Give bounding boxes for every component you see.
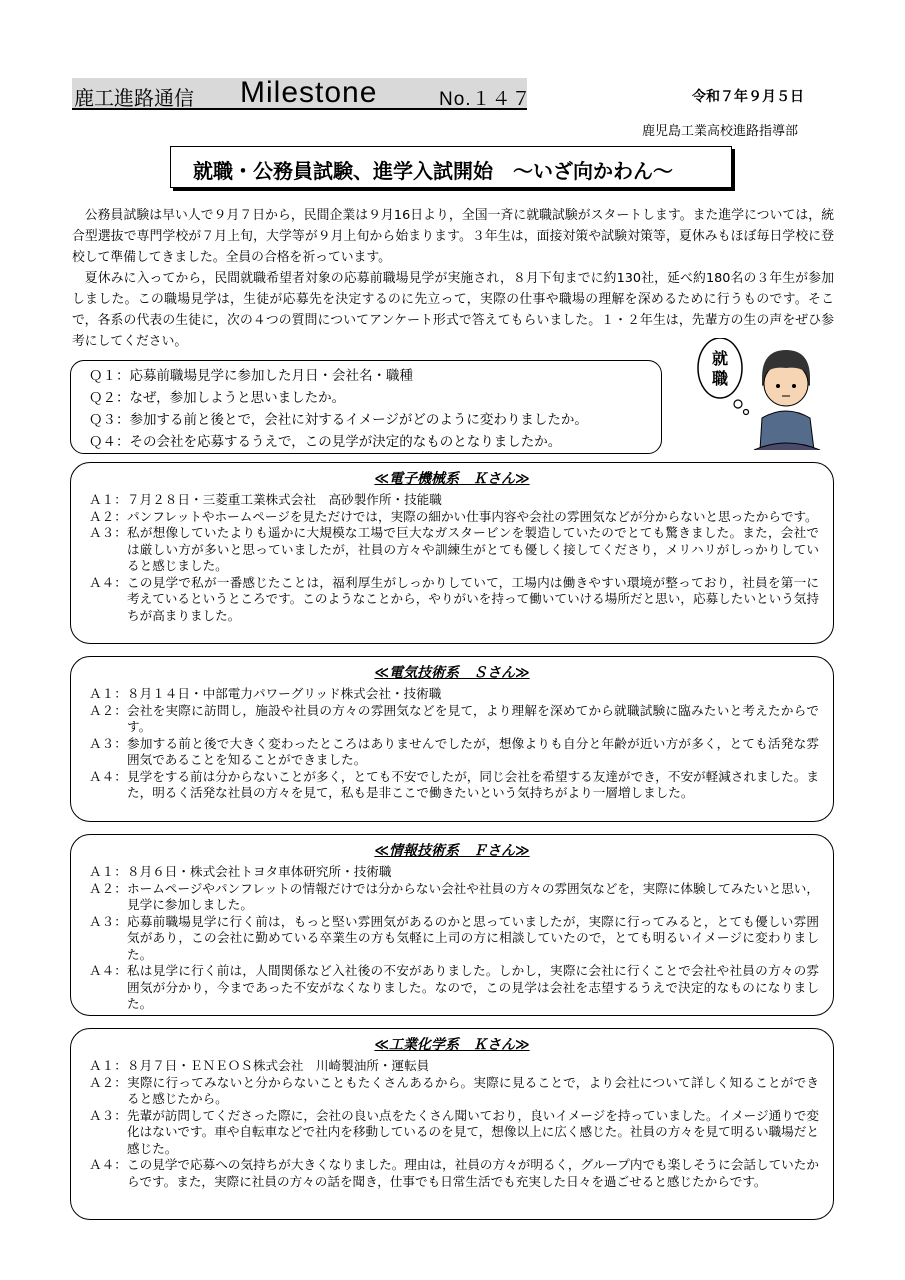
title-main: 鹿工進路通信 [74,86,194,110]
answer-a3: Ａ３： 応募前職場見学に行く前は，もっと堅い雰囲気があるのかと思っていましたが，実際に行ってみると，とても優しい雰囲気があり，この会社に勤めている卒業生の方も気軽に上司の方に相談していたので，とても明るいイメージに変わりました。 [89,913,819,962]
question-2: Ｑ２：なぜ，参加しようと思いましたか。 [89,390,346,406]
headline-box [170,146,732,188]
answer-card-3 [70,834,834,1016]
answer-a3: Ａ３： 先輩が訪問してくださった際に，会社の良い点をたくさん聞いており，良いイメージを持っていました。イメージ通りで変化はないです。車や自転車などで社内を移動しているのを見て，想像以上に広く感じた。社員の方々を見て明るい職場だと感じた。 [89,1107,819,1156]
newsletter-title [72,76,532,110]
answer-a4: Ａ４： この見学で応募への気持ちが大きくなりました。理由は，社員の方々が明るく，グループ内でも楽しそうに会話していたからです。また，実際に社員の方々の話を聞き，仕事でも日常生活でも充実した日々を過ごせると感じたからです。 [89,1157,819,1189]
department: 鹿児島工業高校進路指導部 [642,124,799,139]
headline: 就職・公務員試験、進学入試開始 ～いざ向かわん～ [193,159,673,183]
bubble-char-2: 職 [711,369,729,388]
answer-a2: Ａ２： 会社を実際に訪問し，施設や社員の方々の雰囲気などを見て，より理解を深めてから就職試験に臨みたいと考えたからです。 [89,702,819,734]
answer-a4: Ａ４： 私は見学に行く前は，人間関係など入社後の不安がありました。しかし，実際に会社に行くことで会社や社員の方々の雰囲気が分かり，今まであった不安がなくなりました。なので，この見学は会社を志望するうえで決定的なものになりました。 [89,963,819,1011]
issue-number: No.１４７ [439,89,532,110]
question-1: Ｑ１：応募前職場見学に参加した月日・会社名・職種 [89,368,413,384]
intro-text [72,205,834,352]
answers-3 [89,864,819,1013]
answers-1 [89,492,819,624]
answer-a1: Ａ１： ８月６日・株式会社トヨタ車体研究所・技術職 [89,864,392,879]
answer-a2: Ａ２： 実際に行ってみないと分からないこともたくさんあるから。実際に見ることで，より会社について詳しく知ることができると感じたから。 [89,1074,819,1106]
answers-2 [89,686,819,802]
thinking-student-icon [690,338,830,450]
answer-a1: Ａ１： ７月２８日・三菱重工業株式会社 高砂製作所・技能職 [89,492,442,507]
question-4: Ｑ４：その会社を応募するうえで，この見学が決定的なものとなりましたか。 [89,434,562,450]
answer-a3: Ａ３： 私が想像していたよりも遥かに大規模な工場で巨大なガスタービンを製造していたのでとても驚きました。また，会社では厳しい方が多いと思っていましたが，社員の方々や訓練生がとても優しく接してくださり，メリハリがしっかりしていると感じました。 [89,525,819,573]
thought-bubble [698,338,742,398]
card-title-3: ≪情報技術系 Ｆさん≫ [374,843,530,859]
answer-card-1 [70,462,834,644]
card-title-4: ≪工業化学系 Ｋさん≫ [374,1037,530,1053]
answer-a3: Ａ３： 参加する前と後で大きく変わったところはありませんでしたが，想像よりも自分と年齢が近い方が多く，とても活発な雰囲気であることを知ることができました。 [89,735,819,767]
issue-date: 令和７年９月５日 [692,89,804,105]
card-title-1: ≪電子機械系 Ｋさん≫ [374,471,530,487]
intro-paragraph-1: 公務員試験は早い人で９月７日から，民間企業は９月16日より，全国一斉に就職試験がスタートします。また進学については，統合型選抜で専門学校が７月上旬，大学等が９月上旬から始まります。３年生は，面接対策や試験対策等，夏休みもほぼ毎日学校に登校して準備してきました。全員の合格を祈っています。 [72,208,834,265]
title-milestone: Milestone [240,76,378,109]
answer-card-4 [70,1028,834,1220]
answer-a1: Ａ１： ８月１４日・中部電力パワーグリッド株式会社・技術職 [89,686,442,701]
bubble-char-1: 就 [711,349,729,368]
questions-box [70,360,662,454]
answer-a2: Ａ２： ホームページやパンフレットの情報だけでは分からない会社や社員の方々の雰囲気などを，実際に体験してみたいと思い，見学に参加しました。 [89,880,819,912]
intro-paragraph-2: 夏休みに入ってから，民間就職希望者対象の応募前職場見学が実施され，８月下旬までに約130社，延べ約180名の３年生が参加しました。この職場見学は，生徒が応募先を決定するのに先立って，実際の仕事や職場の理解を深めるために行うものです。そこで，各系の代表の生徒に，次の４つの質問についてアンケート形式で答えてもらいました。１・２年生は，先輩方の生の声をぜひ参考にしてください。 [72,271,834,349]
question-3: Ｑ３：参加する前と後とで，会社に対するイメージがどのように変わりましたか。 [89,412,588,428]
answer-a1: Ａ１： ８月７日・ＥＮＥＯＳ株式会社 川崎製油所・運転員 [89,1058,430,1073]
card-title-2: ≪電気技術系 Ｓさん≫ [374,665,530,681]
answer-a4: Ａ４： この見学で私が一番感じたことは，福利厚生がしっかりしていて，工場内は働きやすい環境が整っており，社員を第一に考えているというところです。このようなことから，やりがいを持って働いていける場所だと思い，応募したいという気持ちが高まりました。 [89,574,819,623]
answer-a4: Ａ４： 見学をする前は分からないことが多く，とても不安でしたが，同じ会社を希望する友達ができ，不安が軽減されました。また，明るく活発な社員の方々を見て，私も是非ここで働きたいという気持ちがより一層増しました。 [89,768,819,800]
answer-card-2 [70,656,834,822]
answer-a2: Ａ２： パンフレットやホームページを見ただけでは，実際の細かい仕事内容や会社の雰囲気などが分からないと思ったからです。 [89,508,818,524]
answers-4 [89,1058,819,1190]
